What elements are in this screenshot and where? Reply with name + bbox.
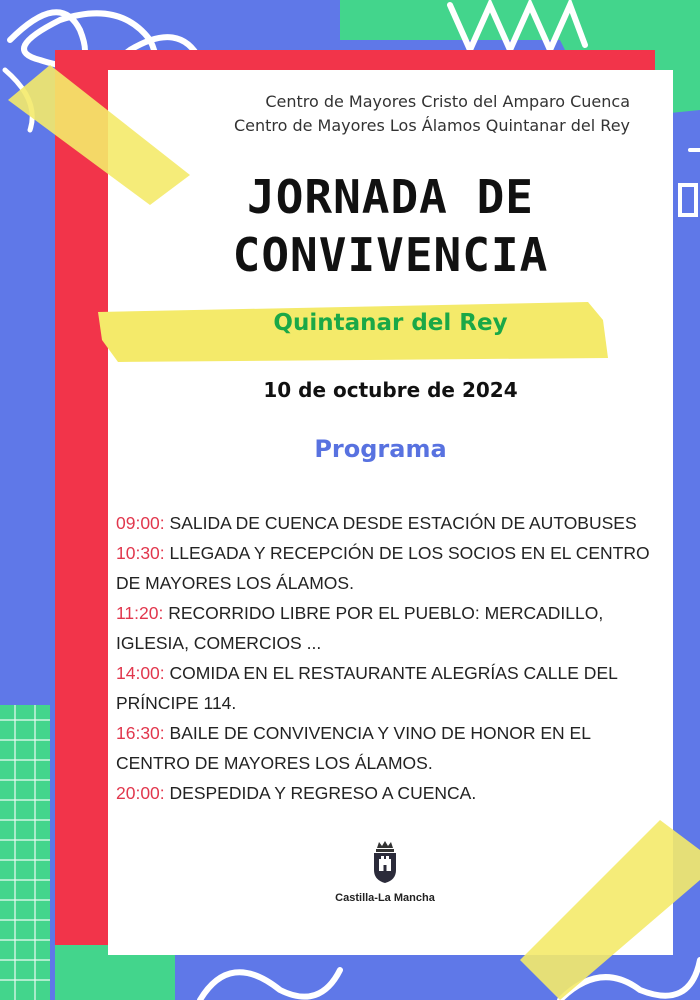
logo-label: Castilla-La Mancha — [335, 892, 435, 904]
agenda-item — [116, 658, 656, 718]
agenda-item — [116, 778, 656, 808]
agenda-item — [116, 718, 656, 778]
agenda-time: 20:00: — [116, 783, 165, 803]
castilla-la-mancha-logo — [330, 840, 440, 904]
agenda-item — [116, 598, 656, 658]
program-heading: Programa — [314, 435, 447, 463]
agenda-time: 10:30: — [116, 543, 165, 563]
coat-of-arms-icon — [371, 840, 399, 884]
agenda-time: 11:20: — [116, 603, 164, 623]
agenda-time: 09:00: — [116, 513, 165, 533]
tape-bottom-right — [520, 820, 700, 1000]
agenda-list — [116, 508, 656, 808]
agenda-text: COMIDA EN EL RESTAURANTE ALEGRÍAS CALLE DEL PRÍNCIPE 114. — [116, 663, 618, 713]
event-title-line-2: CONVIVENCIA — [232, 228, 549, 282]
agenda-text: BAILE DE CONVIVENCIA Y VINO DE HONOR EN EL CENTRO DE MAYORES LOS ÁLAMOS. — [116, 723, 591, 773]
agenda-text: DESPEDIDA Y REGRESO A CUENCA. — [164, 783, 477, 803]
event-date: 10 de octubre de 2024 — [263, 378, 518, 402]
organizer-line-1: Centro de Mayores Cristo del Amparo Cuenca — [265, 92, 630, 111]
agenda-item — [116, 508, 656, 538]
agenda-time: 14:00: — [116, 663, 165, 683]
organizer-line-2: Centro de Mayores Los Álamos Quintanar del Rey — [233, 116, 630, 135]
agenda-time: 16:30: — [116, 723, 165, 743]
agenda-text: SALIDA DE CUENCA DESDE ESTACIÓN DE AUTOBUSES — [164, 513, 637, 533]
event-location: Quintanar del Rey — [273, 310, 508, 336]
event-title-line-1: JORNADA DE — [247, 170, 534, 224]
agenda-text: RECORRIDO LIBRE POR EL PUEBLO: MERCADILLO, IGLESIA, COMERCIOS ... — [116, 603, 604, 653]
agenda-item — [116, 538, 656, 598]
agenda-text: LLEGADA Y RECEPCIÓN DE LOS SOCIOS EN EL CENTRO DE MAYORES LOS ÁLAMOS. — [116, 543, 650, 593]
